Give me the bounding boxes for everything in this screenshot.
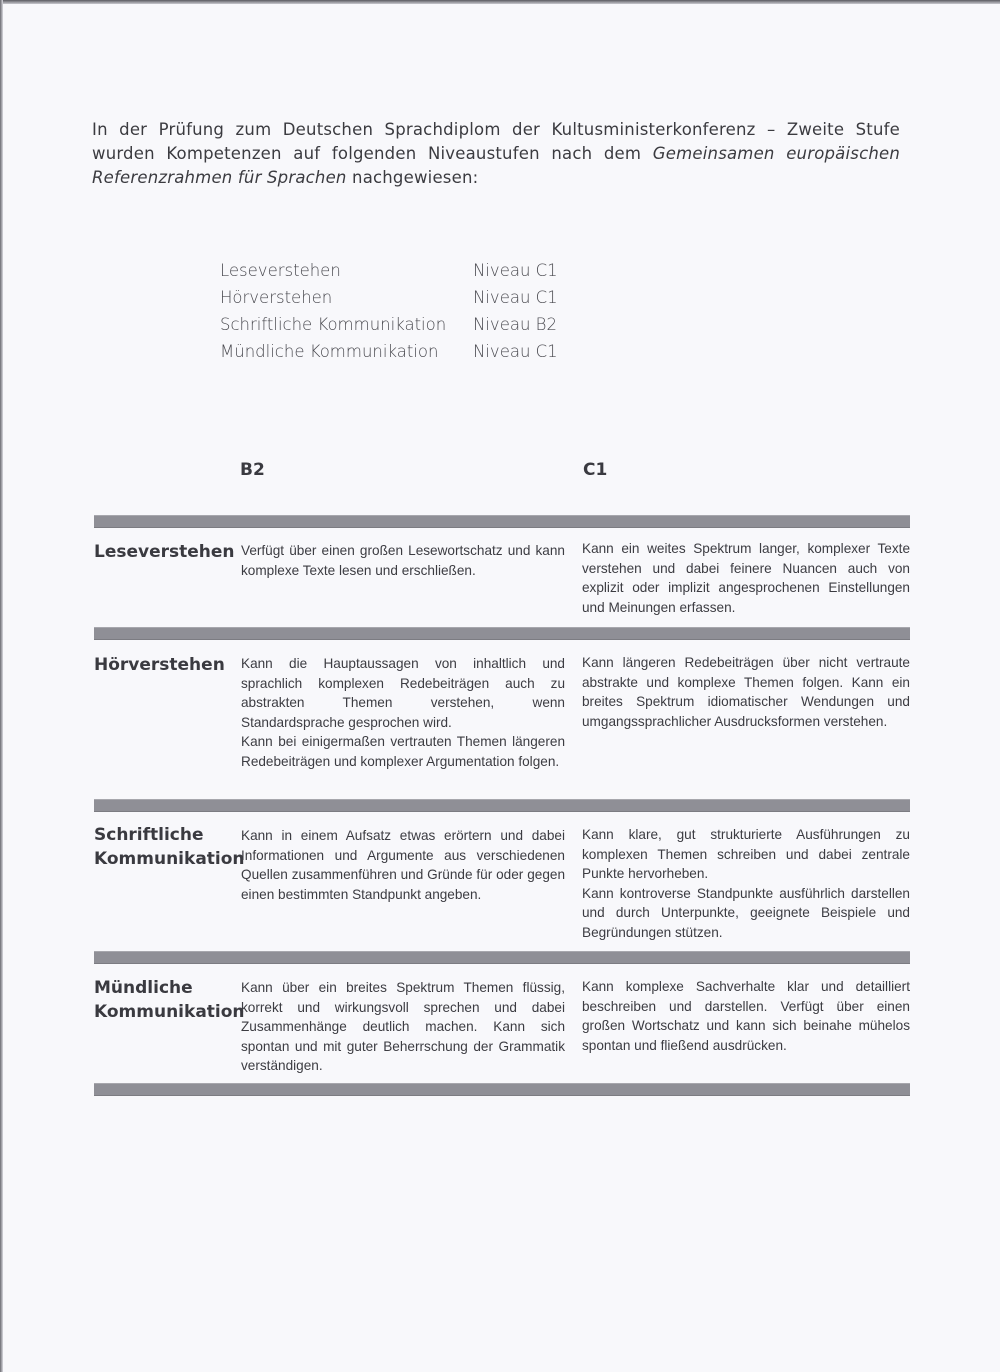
row-label-schriftliche-kommunikation: Schriftliche Kommunikation (94, 825, 245, 869)
level-skill: Hörverstehen (220, 288, 333, 307)
row-label-leseverstehen: Leseverstehen (94, 542, 235, 562)
level-skill: Schriftliche Kommunikation (220, 315, 447, 334)
cell-hoerverstehen-b2: Kann die Hauptaussagen von inhaltlich und sprachlich komplexen Redebeiträgen auch zu abstrakten Themen verstehen, wenn Standardsprache gesprochen wird. Kann bei einigermaßen vertrauten Themen längeren Redebeiträgen und komplexer Argumentation folgen. (241, 656, 565, 769)
level-row (220, 311, 593, 338)
cell-muendlich-b2: Kann über ein breites Spektrum Themen flüssig, korrekt und wirkungsvoll sprechen und dabei Zusammenhänge deutlich machen. Kann sich spontan und mit guter Beherrschung der Grammatik verständigen. (241, 980, 565, 1074)
column-header-c1: C1 (583, 460, 608, 480)
level-row (220, 338, 593, 365)
cell-leseverstehen-c1: Kann ein weites Spektrum langer, komplexer Texte verstehen und dabei feinere Nuancen auch von explizit oder implizit angesprochenen Einstellungen und Meinungen erfassen. (582, 541, 910, 615)
level-skill: Leseverstehen (220, 261, 341, 280)
row-label-hoerverstehen: Hörverstehen (94, 655, 225, 675)
table-divider (94, 951, 910, 964)
table-divider (94, 515, 910, 528)
cell-schriftlich-b2: Kann in einem Aufsatz etwas erörtern und dabei Informationen und Argumente aus verschiedenen Quellen zusammenführen und Gründe für oder gegen einen bestimmten Standpunkt angeben. (241, 828, 565, 902)
cell-muendlich-c1: Kann komplexe Sachverhalte klar und detailliert beschreiben und darstellen. Verfügt über einen großen Wortschatz und kann sich beinahe mühelos spontan und fließend ausdrücken. (582, 979, 910, 1053)
table-divider (94, 799, 910, 812)
level-value: Niveau C1 (473, 288, 558, 307)
level-value: Niveau C1 (473, 261, 558, 280)
level-row (220, 284, 593, 311)
table-divider (94, 1083, 910, 1096)
cell-hoerverstehen-c1: Kann längeren Redebeiträgen über nicht vertraute abstrakte und komplexe Themen folgen. Kann ein breites Spektrum idiomatischer Wendungen und umgangssprachlicher Ausdrucksformen verstehen. (582, 655, 910, 729)
level-skill: Mündliche Kommunikation (220, 342, 439, 361)
level-value: Niveau C1 (473, 342, 558, 361)
cell-leseverstehen-b2: Verfügt über einen großen Lesewortschatz und kann komplexe Texte lesen und erschließen. (241, 543, 565, 578)
row-label-muendliche-kommunikation: Mündliche Kommunikation (94, 978, 245, 1022)
intro-text-after: nachgewiesen: (346, 168, 479, 187)
intro-text-before: In der Prüfung zum Deutschen Sprachdiplom der Kultusministerkonferenz – Zweite Stufe wurden Kompetenzen auf folgenden Niveaustufen nach dem (92, 120, 900, 163)
column-header-b2: B2 (240, 460, 265, 480)
scan-edge-left (0, 0, 3, 1372)
level-row (220, 257, 593, 284)
level-value: Niveau B2 (473, 315, 557, 334)
table-divider (94, 627, 910, 640)
cell-schriftlich-c1: Kann klare, gut strukturierte Ausführungen zu komplexen Themen schreiben und dabei zentrale Punkte hervorheben. Kann kontroverse Standpunkte ausführlich darstellen und durch Unterpunkte, geeignete Beispiele und Begründungen stützen. (582, 827, 910, 940)
scan-edge-top (0, 0, 1000, 4)
intro-text-italic: Gemeinsamen europäischen Referenzrahmen für Sprachen (92, 144, 901, 187)
intro-paragraph (92, 118, 900, 190)
level-summary-list (220, 257, 593, 365)
